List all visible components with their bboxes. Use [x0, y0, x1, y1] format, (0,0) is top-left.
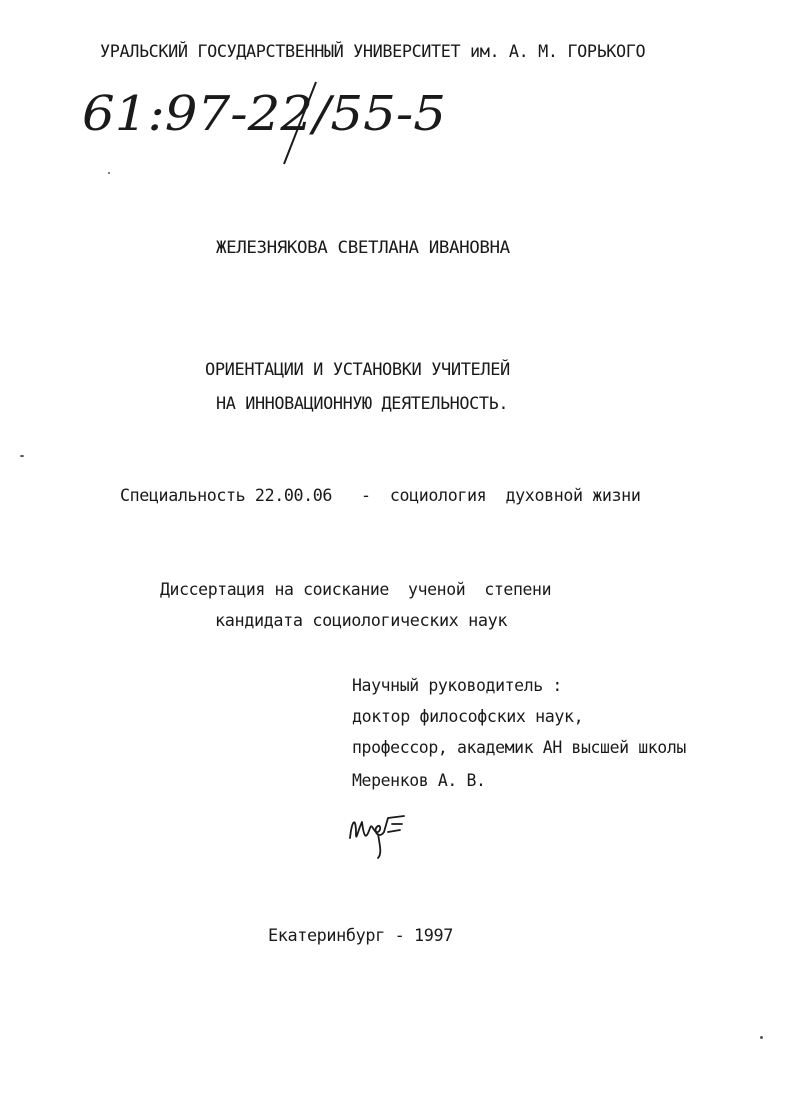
handwritten-catalog-number	[78, 78, 458, 168]
scan-speck	[760, 1036, 763, 1039]
university-header: УРАЛЬСКИЙ ГОСУДАРСТВЕННЫЙ УНИВЕРСИТЕТ им. А. М. ГОРЬКОГО	[100, 42, 646, 62]
scan-speck	[20, 455, 24, 457]
advisor-degree: доктор философских наук,	[352, 707, 584, 727]
dissertation-line-2: кандидата социологических наук	[215, 611, 508, 631]
advisor-name: Меренков А. В.	[352, 771, 486, 791]
advisor-title: профессор, академик АН высшей школы	[352, 738, 686, 758]
scan-speck	[108, 172, 110, 174]
advisor-signature	[344, 808, 420, 862]
place-and-year: Екатеринбург - 1997	[268, 926, 454, 946]
author-name: ЖЕЛЕЗНЯКОВА СВЕТЛАНА ИВАНОВНА	[216, 238, 510, 258]
specialty: Специальность 22.00.06 - социология духовной жизни	[120, 486, 641, 506]
title-line-2: НА ИННОВАЦИОННУЮ ДЕЯТЕЛЬНОСТЬ.	[216, 394, 509, 414]
title-line-1: ОРИЕНТАЦИИ И УСТАНОВКИ УЧИТЕЛЕЙ	[205, 360, 510, 380]
handwritten-catalog-text: 61:97-22/55-5	[82, 86, 447, 142]
dissertation-line-1: Диссертация на соискание ученой степени	[160, 580, 552, 600]
advisor-label: Научный руководитель :	[352, 676, 562, 696]
